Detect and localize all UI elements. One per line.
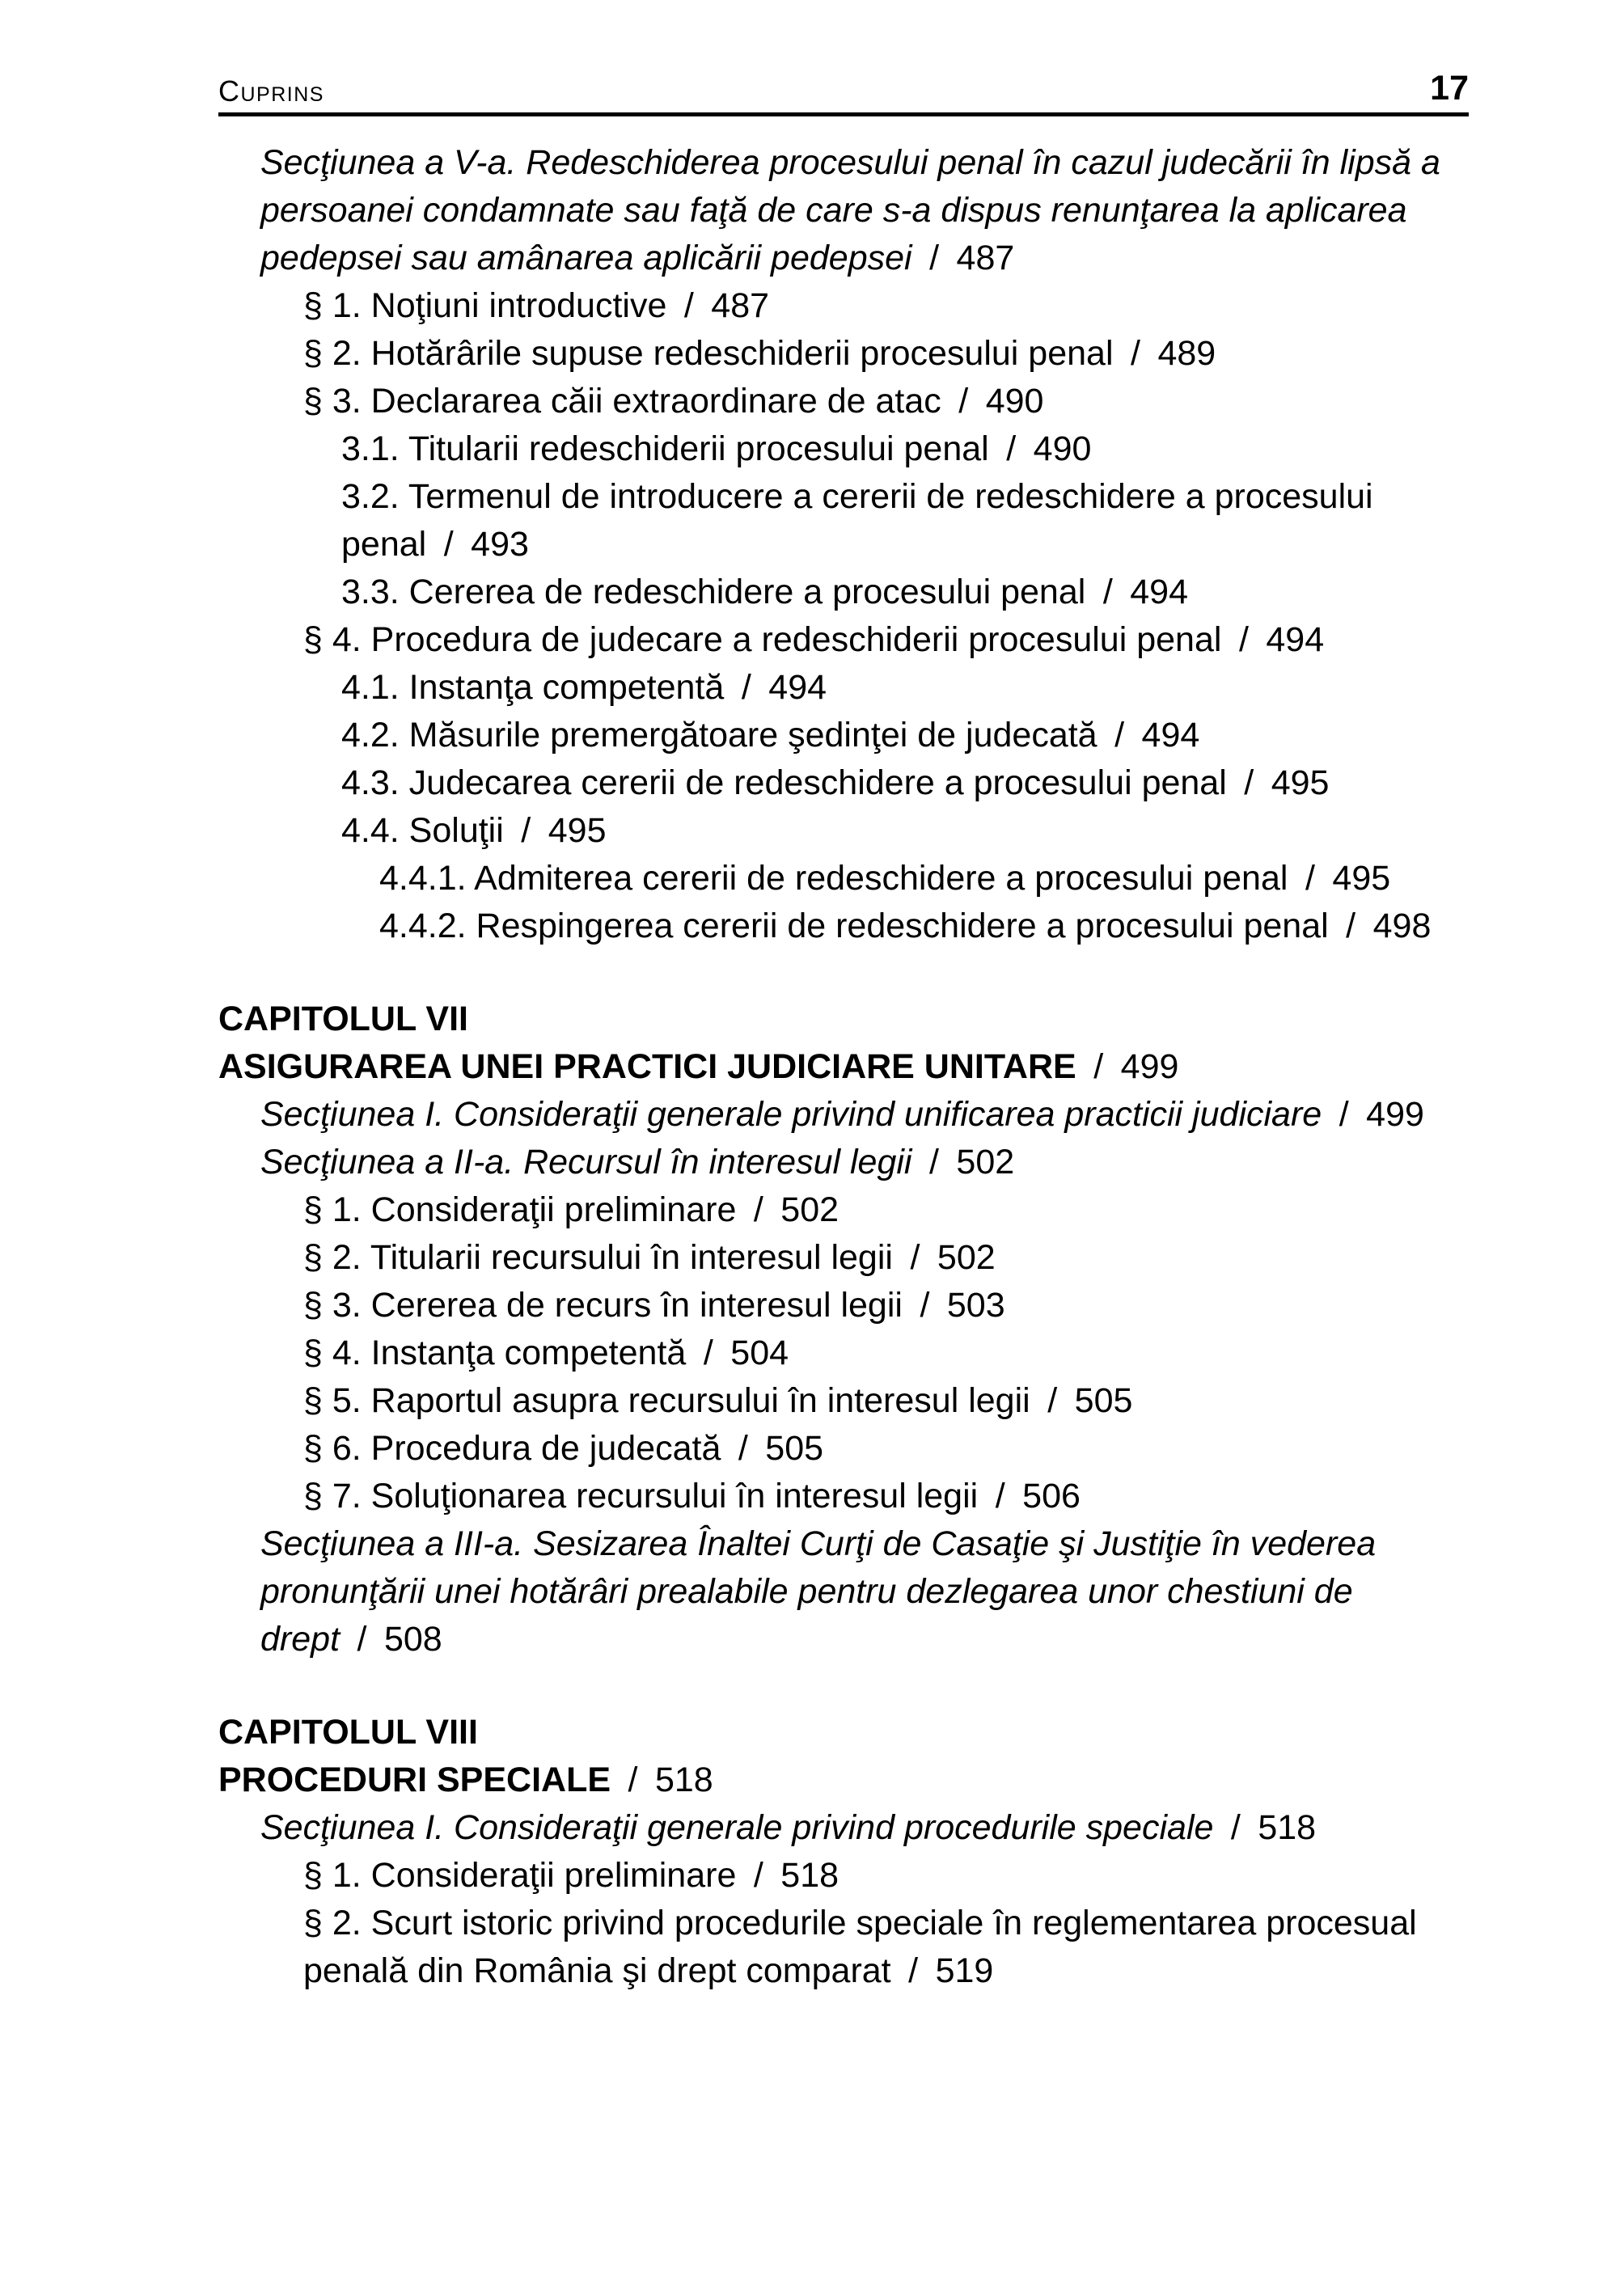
toc-entry xyxy=(218,473,1469,569)
toc-entry xyxy=(218,616,1469,664)
toc-entry xyxy=(218,1804,1469,1852)
toc-entry xyxy=(218,995,1469,1043)
toc-entry-page: / 519 xyxy=(890,1951,994,1990)
toc-entry-title: 4.4. Soluţii xyxy=(341,811,504,850)
toc-entry-title: 4.3. Judecarea cererii de redeschidere a procesului penal xyxy=(341,763,1227,802)
toc-entry-title: Secţiunea I. Consideraţii generale privind procedurile speciale xyxy=(260,1808,1214,1847)
toc-entry xyxy=(218,1282,1469,1329)
toc-entry xyxy=(218,807,1469,855)
toc-list xyxy=(218,139,1469,1995)
toc-entry xyxy=(218,1900,1469,1995)
toc-entry-page: / 487 xyxy=(666,286,770,325)
toc-entry xyxy=(218,712,1469,759)
toc-entry-page: / 505 xyxy=(1030,1381,1133,1420)
toc-entry-title: Secţiunea a V-a. Redeschiderea procesului penal în cazul judecării în lipsă a persoanei condamnate sau faţă de care s-a dispus renunţarea la aplicarea pedepsei sau amânarea aplicării pedepsei xyxy=(260,143,1440,277)
toc-entry xyxy=(218,139,1469,282)
toc-entry-page: / 487 xyxy=(911,239,1015,277)
toc-entry xyxy=(218,1186,1469,1234)
toc-entry-page: / 499 xyxy=(1076,1047,1179,1086)
toc-entry-page: / 518 xyxy=(611,1761,713,1799)
running-title: Cuprins xyxy=(218,74,324,108)
toc-entry-page: / 504 xyxy=(686,1334,789,1372)
toc-entry-page: / 502 xyxy=(736,1190,839,1229)
toc-entry-page: / 505 xyxy=(721,1429,824,1468)
toc-entry xyxy=(218,759,1469,807)
toc-entry-title: 4.4.1. Admiterea cererii de redeschidere a procesului penal xyxy=(379,859,1288,898)
toc-entry xyxy=(218,855,1469,902)
toc-entry-page: / 502 xyxy=(911,1143,1015,1181)
toc-entry-title: § 2. Scurt istoric privind procedurile speciale în reglementarea procesual penală din România şi drept comparat xyxy=(303,1904,1417,1990)
toc-entry-title: § 2. Titularii recursului în interesul legii xyxy=(303,1238,893,1277)
toc-entry xyxy=(218,1709,1469,1756)
toc-entry-page: / 494 xyxy=(1097,716,1200,755)
toc-entry-page: / 508 xyxy=(340,1620,442,1659)
toc-entry-title: 4.4.2. Respingerea cererii de redeschidere a procesului penal xyxy=(379,907,1329,945)
toc-entry-title: CAPITOLUL VIII xyxy=(218,1713,478,1752)
toc-entry-page: / 495 xyxy=(1288,859,1391,898)
toc-entry-title: § 1. Consideraţii preliminare xyxy=(303,1190,737,1229)
toc-entry xyxy=(218,902,1469,950)
toc-entry-title: 3.3. Cererea de redeschidere a procesului penal xyxy=(341,573,1086,611)
toc-entry-page: / 498 xyxy=(1328,907,1432,945)
toc-entry-title: § 6. Procedura de judecată xyxy=(303,1429,721,1468)
page-content xyxy=(218,71,1469,1995)
toc-entry-page: / 495 xyxy=(1226,763,1330,802)
toc-entry xyxy=(218,1234,1469,1282)
toc-entry xyxy=(218,282,1469,330)
toc-entry-page: / 490 xyxy=(988,429,1092,468)
toc-entry-page: / 503 xyxy=(902,1286,1005,1325)
toc-entry-title: Secţiunea a II-a. Recursul în interesul legii xyxy=(260,1143,912,1181)
toc-entry-page: / 494 xyxy=(724,668,827,707)
toc-entry xyxy=(218,1139,1469,1186)
toc-entry-title: § 2. Hotărârile supuse redeschiderii procesului penal xyxy=(303,334,1114,373)
toc-entry xyxy=(218,1091,1469,1139)
toc-entry-title: § 3. Cererea de recurs în interesul legii xyxy=(303,1286,903,1325)
toc-entry xyxy=(218,425,1469,473)
toc-entry-title: § 1. Noţiuni introductive xyxy=(303,286,667,325)
toc-entry-title: § 5. Raportul asupra recursului în interesul legii xyxy=(303,1381,1030,1420)
toc-entry-title: 4.1. Instanţa competentă xyxy=(341,668,725,707)
toc-entry xyxy=(218,569,1469,616)
toc-entry xyxy=(218,1756,1469,1804)
toc-entry xyxy=(218,1329,1469,1377)
toc-entry xyxy=(218,330,1469,378)
toc-entry-page: / 499 xyxy=(1322,1095,1424,1134)
toc-entry-title: CAPITOLUL VII xyxy=(218,1000,468,1038)
toc-entry-title: § 4. Procedura de judecare a redeschiderii procesului penal xyxy=(303,620,1222,659)
toc-entry-page: / 489 xyxy=(1113,334,1216,373)
toc-entry-page: / 506 xyxy=(978,1477,1081,1515)
toc-entry-page: / 495 xyxy=(503,811,607,850)
toc-entry-title: 3.2. Termenul de introducere a cererii de redeschidere a procesului penal xyxy=(341,477,1373,564)
toc-entry-page: / 518 xyxy=(736,1856,839,1895)
toc-entry-title: § 3. Declararea căii extraordinare de atac xyxy=(303,382,941,421)
toc-entry xyxy=(218,1377,1469,1425)
toc-entry-title: PROCEDURI SPECIALE xyxy=(218,1761,611,1799)
toc-entry-title: 3.1. Titularii redeschiderii procesului penal xyxy=(341,429,989,468)
toc-entry-title: Secţiunea I. Consideraţii generale privind unificarea practicii judiciare xyxy=(260,1095,1322,1134)
toc-entry xyxy=(218,1425,1469,1473)
toc-entry-title: Secţiunea a III-a. Sesizarea Înaltei Curţi de Casaţie şi Justiţie în vederea pronunţării unei hotărâri prealabile pentru dezlegarea unor chestiuni de drept xyxy=(260,1524,1377,1659)
toc-entry-title: 4.2. Măsurile premergătoare şedinţei de judecată xyxy=(341,716,1097,755)
toc-entry-title: ASIGURAREA UNEI PRACTICI JUDICIARE UNITARE xyxy=(218,1047,1076,1086)
toc-entry-title: § 4. Instanţa competentă xyxy=(303,1334,687,1372)
toc-entry-page: / 518 xyxy=(1213,1808,1317,1847)
toc-entry xyxy=(218,378,1469,425)
toc-entry-page: / 490 xyxy=(941,382,1044,421)
page-number: 17 xyxy=(1430,69,1469,108)
toc-entry xyxy=(218,1043,1469,1091)
toc-entry xyxy=(218,1852,1469,1900)
toc-entry-page: / 494 xyxy=(1085,573,1189,611)
toc-entry-page: / 502 xyxy=(892,1238,996,1277)
toc-entry xyxy=(218,1520,1469,1663)
toc-entry-page: / 494 xyxy=(1221,620,1325,659)
toc-entry xyxy=(218,1473,1469,1520)
toc-entry-page: / 493 xyxy=(426,525,529,564)
toc-entry xyxy=(218,664,1469,712)
toc-entry-title: § 7. Soluţionarea recursului în interesul legii xyxy=(303,1477,979,1515)
page-header xyxy=(218,71,1469,116)
toc-entry-title: § 1. Consideraţii preliminare xyxy=(303,1856,737,1895)
